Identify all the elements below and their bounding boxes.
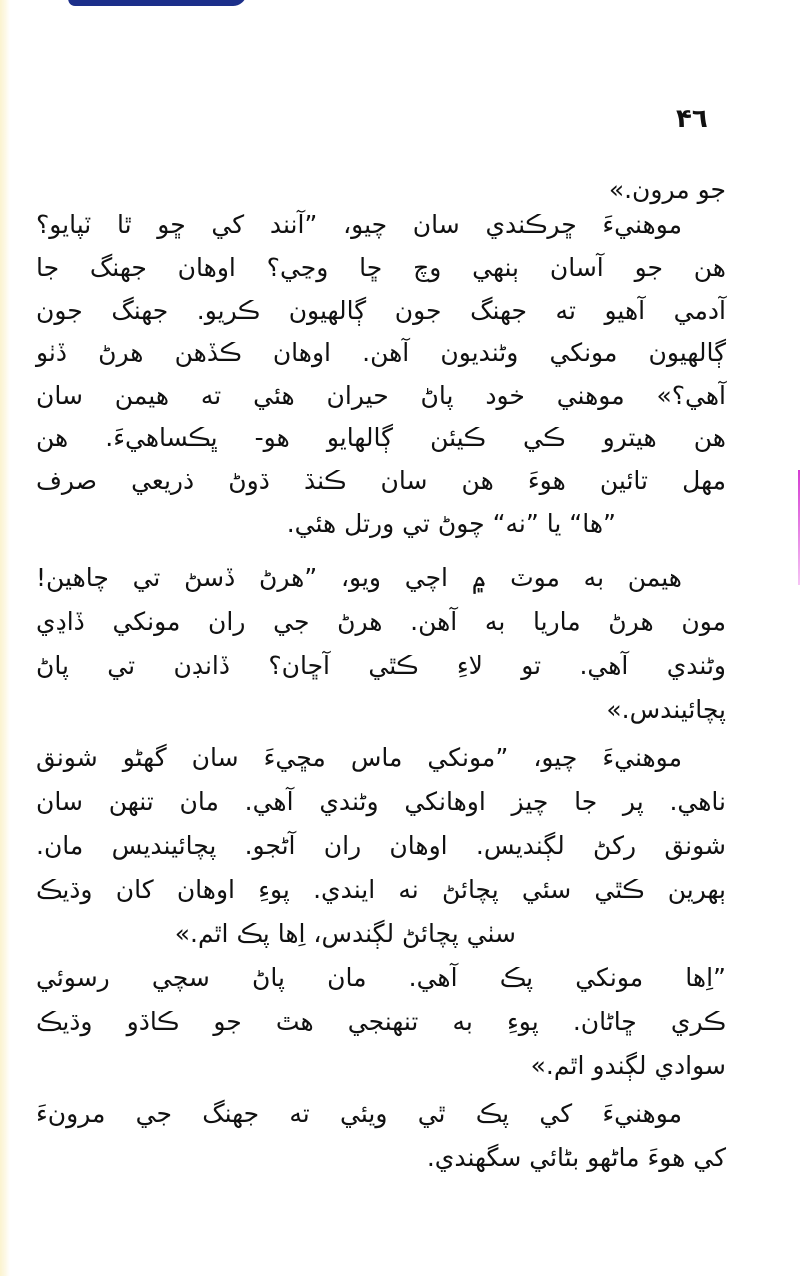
page-edge-shadow (0, 0, 10, 1276)
text-line: سٺي پچائڻ لڳندس، اِها پڪ اٿم.» (174, 919, 516, 948)
text-line: ”ها“ يا ”نه“ چوڻ تي ورتل هئي. (286, 509, 616, 538)
page-number: ۴٦ (676, 104, 708, 134)
text-line: آهي؟» موهني خود پاڻ حيران هئي ته هيمن سان (36, 381, 726, 410)
text-line: ٻهرين ڪٿي سئي پچائڻ نه ايندي. پوءِ اوهان کان وڌيڪ (36, 875, 726, 904)
text-line: هيمن به موٽ ۾ اچي ويو، ”هرڻ ڏسڻ تي چاهين! (36, 563, 682, 592)
text-line: موهنيءَ ڇرڪندي سان چيو، ”آنند کي ڇو ٿا ٽپايو؟ (36, 210, 682, 239)
text-line: ”اِها مونکي پڪ آهي. مان پاڻ سچي رسوئي (36, 963, 726, 992)
text-line: ڳالهيون مونکي وڻنديون آهن. اوهان ڪڏهن هرڻ ڏٺو (36, 338, 726, 367)
text-line: سوادي لڳندو اٿم.» (530, 1051, 726, 1080)
text-line: وڻندي آهي. تو لاءِ ڪٿي آڇان؟ ڏانڊن تي پاڻ (36, 651, 726, 680)
text-line: ناهي. پر جا چيز اوهانکي وڻندي آهي. مان تنهن سان (36, 787, 726, 816)
text-line: پچائيندس.» (606, 695, 726, 724)
text-line: شونق رکڻ لڳنديس. اوهان ران آڻجو. پچائينديس مان. (36, 831, 726, 860)
text-line: هن هيترو ڪي ڪيئن ڳالهايو هو- ڀڪساهيءَ. هن (36, 423, 726, 452)
text-line: آدمي آهيو ته جهنگ جون ڳالهيون ڪريو. جهنگ جون (36, 296, 726, 325)
text-line: ڪري ڇاڻان. پوءِ به تنهنجي هٿ جو ڪاڌو وڌيڪ (36, 1007, 726, 1036)
text-line: کي هوءَ ماڻهو بڻائي سگهندي. (426, 1143, 726, 1172)
text-line: مهل تائين هوءَ هن سان ڪنڌ ڌوڻ ذريعي صرف (36, 466, 726, 495)
text-line: موهنيءَ کي پڪ ٿي ويئي ته جهنگ جي مرونءَ (36, 1099, 682, 1128)
text-line: جو مرون.» (608, 175, 726, 204)
text-line: موهنيءَ چيو، ”مونکي ماس مڇيءَ سان گهڻو شونق (36, 743, 682, 772)
text-line: مون هرڻ ماريا به آهن. هرڻ جي ران مونکي ڏاڍي (36, 607, 726, 636)
text-line: هن جو آسان ٻنهي وچ ڇا وڃي؟ اوهان جهنگ جا (36, 253, 726, 282)
blue-scan-artifact (67, 0, 247, 6)
